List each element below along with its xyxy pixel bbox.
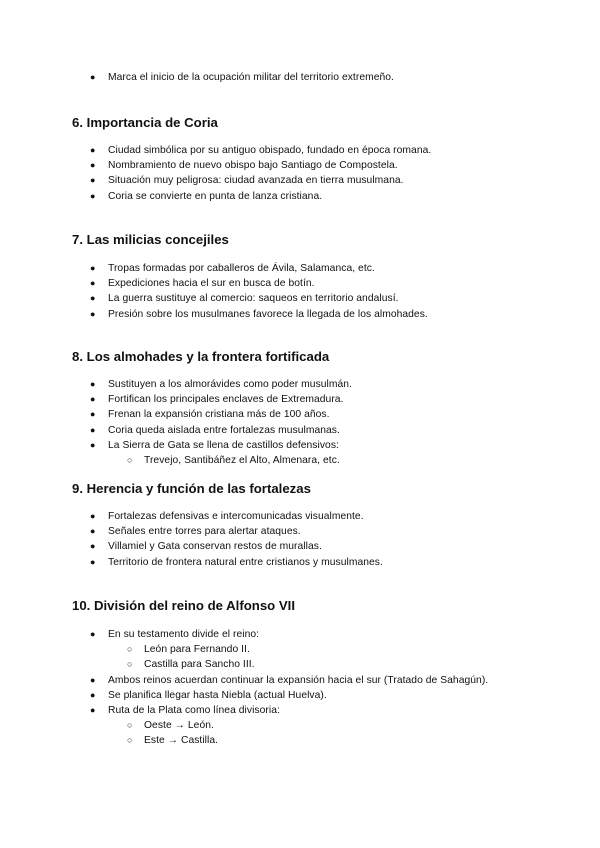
list-item-text: Marca el inicio de la ocupación militar del territorio extremeño. (108, 72, 394, 83)
list-item (0, 555, 600, 570)
bullet-icon: ● (90, 526, 96, 537)
list-item-text: Presión sobre los musulmanes favorece la llegada de los almohades. (108, 308, 428, 320)
bullet-icon: ● (90, 556, 96, 567)
subbullet-icon: ○ (127, 454, 133, 465)
bullet-icon: ● (90, 541, 96, 552)
list-item (0, 703, 600, 718)
bullet-icon: ● (90, 394, 96, 405)
bullet-icon: ● (90, 629, 96, 639)
bullet-icon: ● (90, 278, 96, 289)
sub-list-item (0, 657, 600, 672)
list-item-text: Trevejo, Santibáñez el Alto, Almenara, etc. (144, 454, 340, 466)
section-7-list (0, 261, 600, 322)
list-item-text: Oeste → León. (144, 720, 214, 732)
list-item (0, 688, 600, 703)
subbullet-icon: ○ (127, 720, 133, 731)
bullet-icon: ● (90, 511, 96, 521)
list-item (0, 539, 600, 554)
list-item (0, 524, 600, 539)
list-item-text: Villamiel y Gata conservan restos de murallas. (108, 541, 322, 553)
sub-list-item (0, 718, 600, 733)
bullet-icon: ● (90, 175, 96, 186)
list-item-text: Este → Castilla. (144, 735, 219, 747)
list-item-text: Señales entre torres para alertar ataques. (108, 526, 301, 538)
list-item (0, 423, 600, 438)
list-item-text: Situación muy peligrosa: ciudad avanzada en tierra musulmana. (108, 175, 404, 187)
sub-list-item (0, 733, 600, 748)
list-item (0, 392, 600, 407)
bullet-icon: ● (90, 424, 96, 435)
subbullet-icon: ○ (127, 644, 133, 655)
bullet-icon: ● (90, 263, 96, 273)
list-item-text: Coria queda aislada entre fortalezas musulmanas. (108, 424, 340, 436)
bullet-icon: ● (90, 293, 96, 304)
intro-list (0, 70, 600, 85)
list-item (0, 291, 600, 306)
section-10-list (0, 627, 600, 749)
list-item-text: Tropas formadas por caballeros de Ávila, Salamanca, etc. (108, 263, 375, 274)
bullet-icon: ● (90, 190, 96, 201)
list-item-text: Ruta de la Plata como línea divisoria: (108, 704, 280, 716)
section-6-list (0, 143, 600, 204)
bullet-icon: ● (90, 160, 96, 171)
list-item-text: Sustituyen a los almorávides como poder musulmán. (108, 379, 352, 390)
sub-list-item (0, 453, 600, 468)
subbullet-icon: ○ (127, 735, 133, 746)
bullet-icon: ● (90, 145, 96, 155)
list-item (0, 261, 600, 276)
list-item (0, 377, 600, 392)
list-item-text: En su testamento divide el reino: (108, 629, 260, 640)
section-heading-8: 8. Los almohades y la frontera fortificada (72, 349, 330, 364)
list-item (0, 143, 600, 158)
list-item (0, 158, 600, 173)
list-item-text: Fortalezas defensivas e intercomunicadas visualmente. (108, 511, 364, 522)
list-item-text: Expediciones hacia el sur en busca de botín. (108, 278, 315, 290)
list-item (0, 70, 600, 85)
list-item-text: Nombramiento de nuevo obispo bajo Santiago de Compostela. (108, 160, 398, 172)
list-item-text: Fortifican los principales enclaves de Extremadura. (108, 394, 344, 406)
bullet-icon: ● (90, 379, 96, 389)
list-item-text: Coria se convierte en punta de lanza cristiana. (108, 190, 323, 202)
list-item (0, 673, 600, 688)
list-item-text: León para Fernando II. (144, 644, 250, 656)
bullet-icon: ● (90, 72, 96, 82)
bullet-icon: ● (90, 439, 96, 450)
sub-list-item (0, 642, 600, 657)
list-item (0, 276, 600, 291)
section-heading-9: 9. Herencia y función de las fortalezas (72, 481, 311, 496)
bullet-icon: ● (90, 409, 96, 420)
section-heading-6: 6. Importancia de Coria (72, 115, 218, 130)
list-item-text: Ambos reinos acuerdan continuar la expansión hacia el sur (Tratado de Sahagún). (108, 674, 489, 686)
list-item-text: Se planifica llegar hasta Niebla (actual Huelva). (108, 689, 327, 701)
list-item (0, 509, 600, 524)
bullet-icon: ● (90, 674, 96, 685)
list-item-text: Castilla para Sancho III. (144, 659, 255, 671)
list-item (0, 407, 600, 422)
section-8-list (0, 377, 600, 468)
list-item (0, 173, 600, 188)
bullet-icon: ● (90, 308, 96, 319)
list-item-text: La Sierra de Gata se llena de castillos defensivos: (108, 439, 339, 451)
list-item-text: Territorio de frontera natural entre cristianos y musulmanes. (108, 556, 383, 568)
section-9-list (0, 509, 600, 570)
list-item (0, 307, 600, 322)
subbullet-icon: ○ (127, 659, 133, 670)
section-heading-7: 7. Las milicias concejiles (72, 232, 229, 247)
list-item-text: La guerra sustituye al comercio: saqueos en territorio andalusí. (108, 293, 399, 305)
list-item (0, 189, 600, 204)
bullet-icon: ● (90, 689, 96, 700)
list-item-text: Ciudad simbólica por su antiguo obispado, fundado en época romana. (108, 145, 432, 156)
bullet-icon: ● (90, 704, 96, 715)
list-item (0, 438, 600, 453)
list-item-text: Frenan la expansión cristiana más de 100 años. (108, 409, 330, 421)
list-item (0, 627, 600, 642)
section-heading-10: 10. División del reino de Alfonso VII (72, 598, 296, 613)
